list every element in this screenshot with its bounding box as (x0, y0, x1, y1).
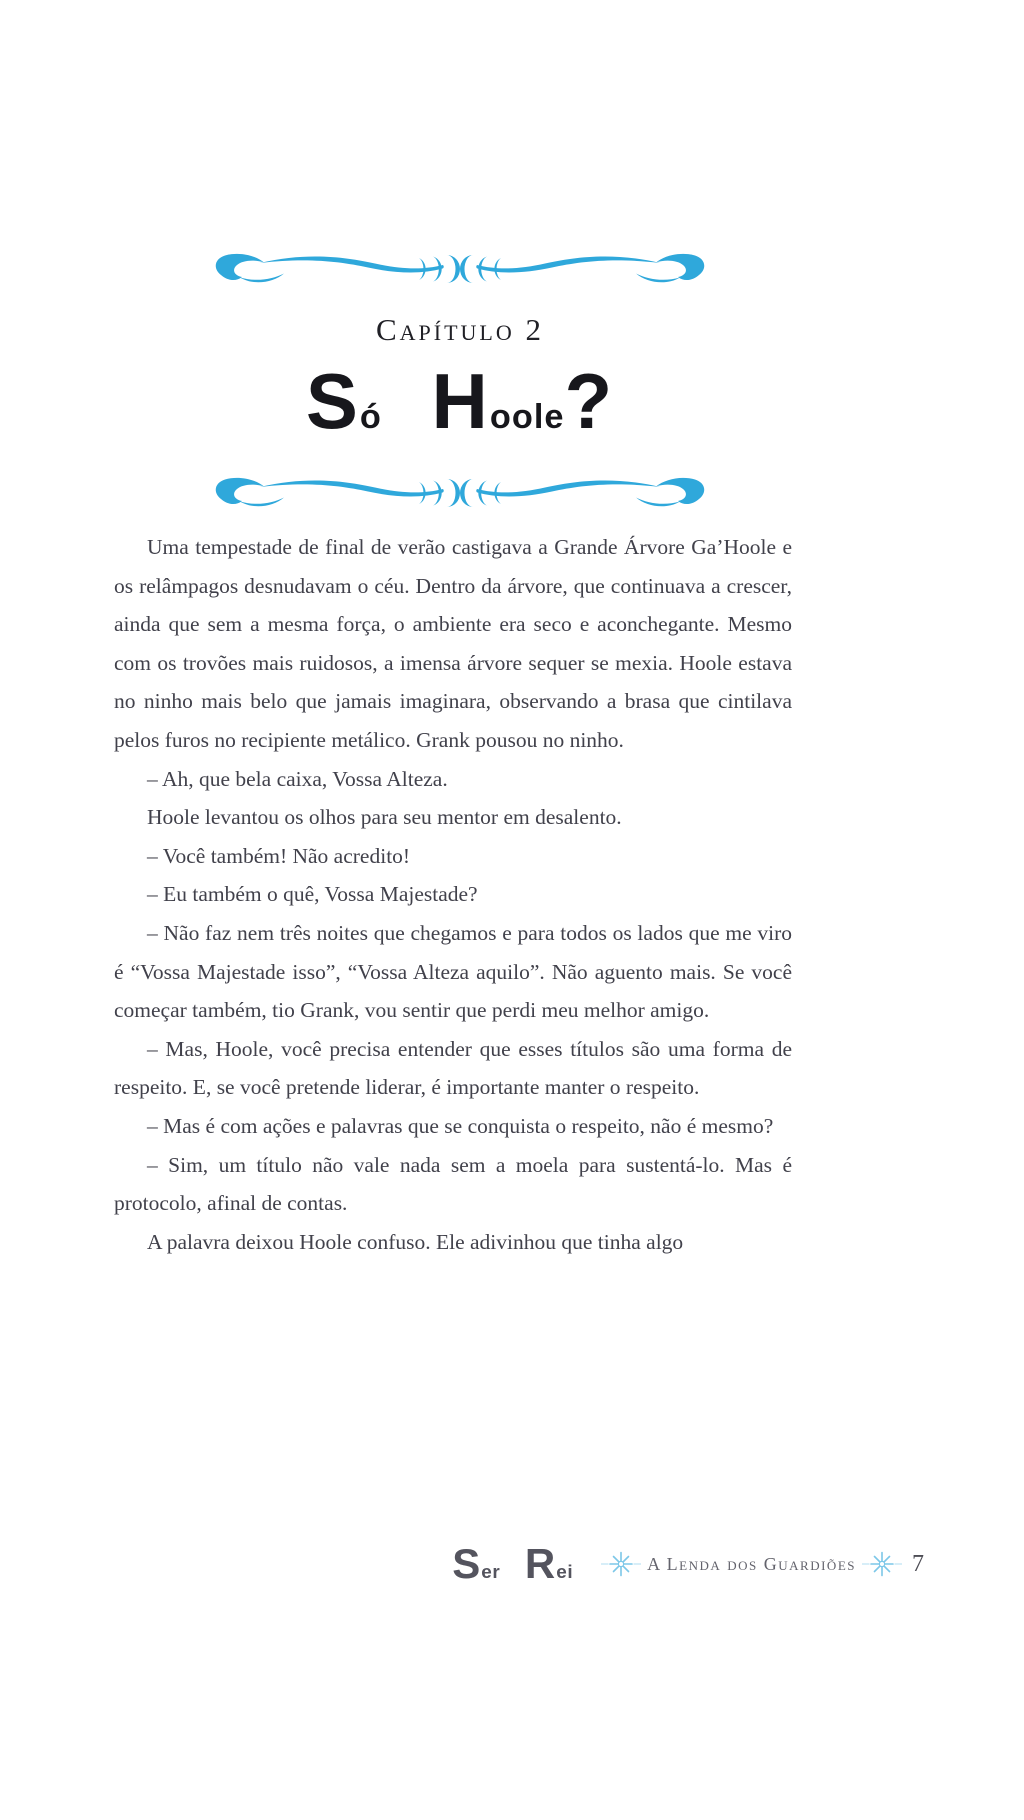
paragraph: – Mas é com ações e palavras que se conquista o respeito, não é mesmo? (147, 1113, 774, 1138)
paragraph: – Não faz nem três noites que chegamos e para todos os lados que me viro é “Vossa Majestade isso”, “Vossa Alteza aquilo”. Não aguento mais. Se você começar também, tio Grank, vou sentir que perdi meu melhor amigo. (114, 920, 792, 1023)
book-title: Ser Rei (452, 1540, 574, 1587)
body-text (114, 528, 792, 1261)
paragraph: Hoole levantou os olhos para seu mentor em desalento. (147, 805, 622, 830)
series-title: A Lenda dos Guardiões (647, 1553, 856, 1574)
paragraph: A palavra deixou Hoole confuso. Ele adivinhou que tinha algo (147, 1229, 684, 1254)
paragraph: – Sim, um título não vale nada sem a moela para sustentá-lo. Mas é protocolo, afinal de contas. (114, 1152, 792, 1216)
paragraph: – Eu também o quê, Vossa Majestade? (147, 882, 478, 907)
page-number: 7 (912, 1550, 924, 1577)
flourish-ornament-bottom (205, 474, 715, 510)
flourish-ornament-top (205, 250, 715, 286)
chapter-heading (200, 250, 720, 510)
page-footer (452, 1540, 924, 1588)
paragraph: Uma tempestade de final de verão castigava a Grande Árvore Ga’Hoole e os relâmpagos desnudavam o céu. Dentro da árvore, que continuava a crescer, ainda que sem a mesma força, o ambiente era seco e aconchegante. Mesmo com os trovões mais ruidosos, a imensa árvore sequer se mexia. Hoole estava no ninho mais belo que jamais imaginara, observando a brasa que cintilava pelos furos no recipiente metálico. Grank pousou no ninho. (114, 535, 792, 752)
snowflake-icon (601, 1549, 641, 1579)
paragraph: – Mas, Hoole, você precisa entender que esses títulos são uma forma de respeito. E, se você pretende liderar, é importante manter o respeito. (114, 1036, 792, 1100)
chapter-label: Capítulo 2 (375, 312, 545, 347)
snowflake-icon (862, 1549, 902, 1579)
paragraph: – Ah, que bela caixa, Vossa Alteza. (147, 766, 448, 791)
chapter-title: Só Hoole? (305, 357, 615, 445)
paragraph: – Você também! Não acredito! (147, 843, 411, 868)
